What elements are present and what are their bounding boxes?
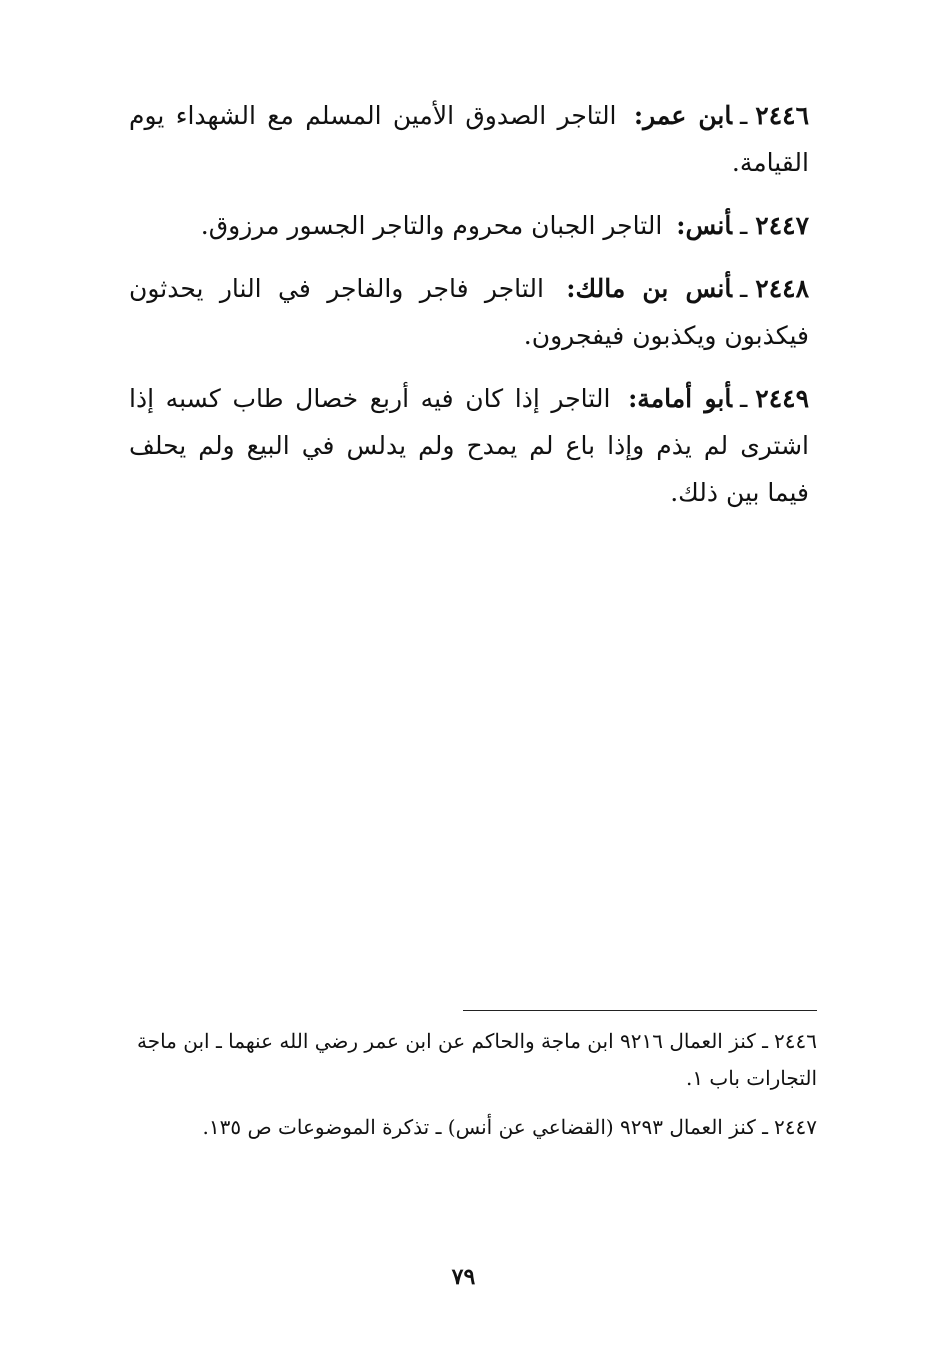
- entry-dash: ـ: [739, 211, 748, 240]
- footnotes: [137, 1023, 817, 1158]
- entry-text: التاجر الجبان محروم والتاجر الجسور مرزوق.: [200, 211, 663, 240]
- entry-number: ٢٤٤٩: [755, 384, 810, 413]
- footnote-number: ٢٤٤٧: [774, 1115, 817, 1139]
- entry-text: التاجر إذا كان فيه أربع خصال طاب كسبه إذا اشترى لم يذم وإذا باع لم يمدح ولم يدلس في البيع ولم يحلف فيما بين ذلك.: [129, 384, 809, 507]
- footnote-2446: [137, 1023, 817, 1097]
- entry-number: ٢٤٤٨: [755, 274, 809, 303]
- entry-text: التاجر الصدوق الأمين المسلم مع الشهداء يوم القيامة.: [129, 101, 809, 177]
- page-number: ٧٩: [451, 1264, 476, 1290]
- entry-narrator: ابن عمر:: [633, 101, 732, 130]
- hadith-entry-2447: [129, 202, 809, 249]
- hadith-entries: [129, 92, 809, 532]
- entry-number: ٢٤٤٧: [755, 211, 809, 240]
- entry-number: ٢٤٤٦: [755, 101, 810, 130]
- footnote-text: ـ كنز العمال ٩٢٩٣ (القضاعي عن أنس) ـ تذكرة الموضوعات ص ١٣٥.: [202, 1115, 769, 1139]
- hadith-entry-2449: [129, 375, 809, 516]
- footnote-2447: [137, 1109, 817, 1146]
- entry-narrator: أنس بن مالك:: [566, 274, 732, 303]
- entry-text: التاجر فاجر والفاجر في النار يحدثون فيكذبون ويكذبون فيفجرون.: [129, 274, 809, 350]
- entry-dash: ـ: [739, 101, 748, 130]
- footnote-divider: [463, 1010, 817, 1011]
- footnote-number: ٢٤٤٦: [774, 1029, 817, 1053]
- entry-dash: ـ: [739, 274, 748, 303]
- hadith-entry-2448: [129, 265, 809, 359]
- entry-dash: ـ: [739, 384, 748, 413]
- hadith-entry-2446: [129, 92, 809, 186]
- entry-narrator: أبو أمامة:: [628, 384, 732, 413]
- entry-narrator: أنس:: [676, 211, 732, 240]
- footnote-text: ـ كنز العمال ٩٢١٦ ابن ماجة والحاكم عن ابن عمر رضي الله عنهما ـ ابن ماجة التجارات باب ١.: [137, 1029, 817, 1090]
